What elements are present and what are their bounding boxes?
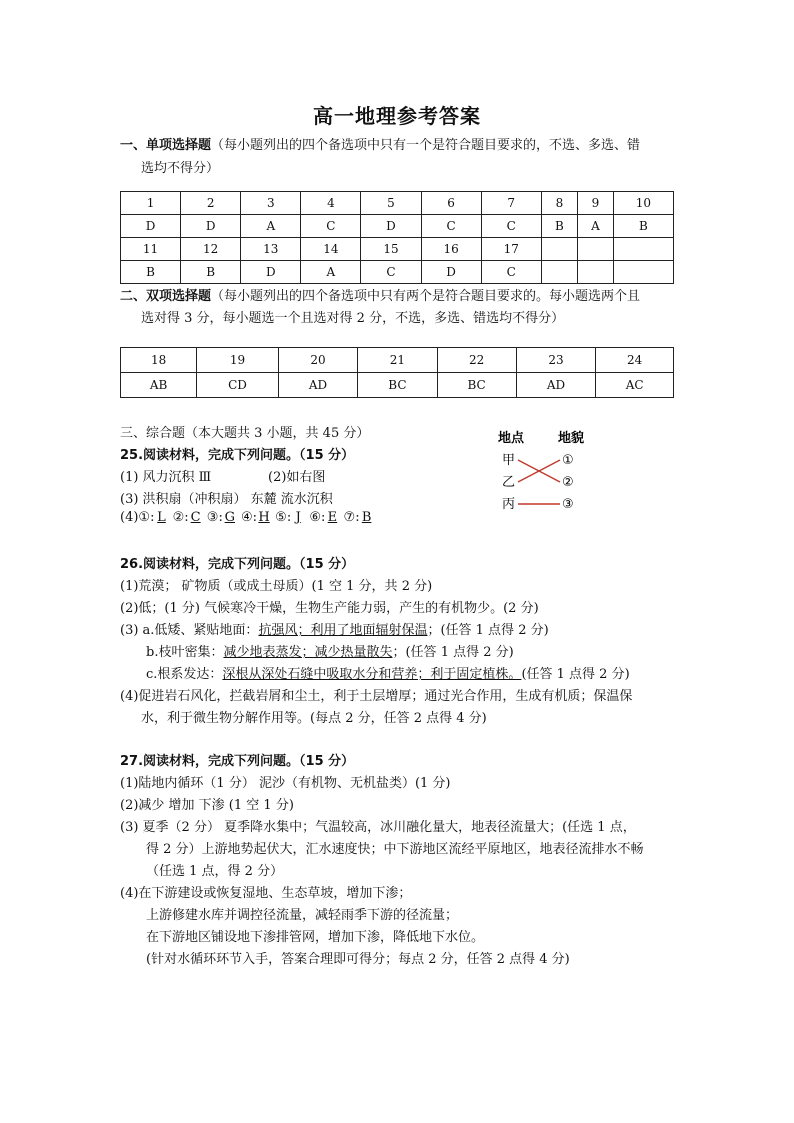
answer-key: ②:	[172, 510, 189, 525]
section2-heading: 二、双项选择题	[120, 289, 212, 304]
single-choice-table	[120, 191, 674, 284]
diagram-right-2: ②	[562, 475, 574, 490]
section2-desc: （每小题列出的四个备选项中只有两个是符合题目要求的。每小题选两个且	[211, 289, 641, 304]
table-cell: C	[361, 261, 421, 284]
q27-line2: (2)减少 增加 下渗 (1 空 1 分)	[120, 798, 294, 813]
q26-title: 26.阅读材料，完成下列问题。（15 分）	[120, 557, 355, 572]
section3-heading: 三、综合题（本大题共 3 小题，共 45 分）	[120, 426, 370, 441]
answer-key: ①:	[138, 510, 155, 525]
answer-value: E	[327, 510, 338, 525]
table-cell: 17	[481, 238, 541, 261]
table-row	[121, 373, 674, 398]
q26-line4-underlined: 减少地表蒸发；减少热量散失	[223, 645, 393, 660]
q25-answer-list	[138, 510, 373, 525]
table-cell: 14	[301, 238, 361, 261]
diagram-left-1: 甲	[502, 453, 516, 468]
q27-line5: （任选 1 点，得 2 分）	[146, 864, 284, 879]
table-cell: 24	[596, 348, 674, 373]
table-cell: A	[578, 215, 614, 238]
table-cell: BC	[358, 373, 437, 398]
table-cell: 22	[437, 348, 516, 373]
q26-line2: (2)低；(1 分) 气候寒冷干燥，生物生产能力弱，产生的有机物少。(2 分)	[120, 601, 539, 616]
q26-line4-pre: b.枝叶密集：	[146, 645, 224, 660]
answer-value: L	[157, 510, 166, 525]
table-cell: 10	[613, 192, 673, 215]
q26-line3-pre: (3) a.低矮、紧贴地面：	[120, 623, 259, 638]
q27-line3: (3) 夏季（2 分） 夏季降水集中；气温较高，冰川融化量大，地表径流量大；(任选 1 点，	[120, 820, 636, 835]
q27-line8: 在下游地区铺设地下渗排管网，增加下渗，降低地下水位。	[146, 930, 485, 945]
q27-line9: (针对水循环环节入手，答案合理即可得分；每点 2 分，任答 2 点得 4 分)	[146, 952, 570, 967]
section1-heading: 一、单项选择题	[120, 138, 212, 153]
table-cell: A	[241, 215, 301, 238]
table-cell: 9	[578, 192, 614, 215]
table-row	[121, 215, 674, 238]
table-cell: 15	[361, 238, 421, 261]
table-cell	[578, 238, 614, 261]
section1-header	[120, 134, 640, 153]
table-cell: 13	[241, 238, 301, 261]
table-cell: C	[421, 215, 481, 238]
q27-line6: (4)在下游建设或恢复湿地、生态草坡，增加下渗；	[120, 886, 412, 901]
double-choice-table	[120, 347, 674, 398]
table-cell: AD	[516, 373, 596, 398]
answer-value: C	[190, 510, 201, 525]
table-cell: 6	[421, 192, 481, 215]
answer-key: ③:	[206, 510, 223, 525]
table-cell: 3	[241, 192, 301, 215]
q26-line5-post: (任答 1 点得 2 分)	[521, 667, 630, 682]
table-row	[121, 261, 674, 284]
table-cell: C	[301, 215, 361, 238]
table-cell: D	[121, 215, 181, 238]
answer-key: ⑥:	[309, 510, 326, 525]
q25-line3-prefix: (4)	[120, 510, 139, 525]
table-cell: 8	[541, 192, 577, 215]
q25-line1a: (1) 风力沉积 Ⅲ	[120, 470, 212, 485]
section1-desc-cont: 选均不得分）	[141, 161, 220, 176]
table-cell: AC	[596, 373, 674, 398]
section1-desc: （每小题列出的四个备选项中只有一个是符合题目要求的，不选、多选、错	[211, 138, 641, 153]
table-cell: D	[181, 215, 241, 238]
table-row	[121, 348, 674, 373]
diagram-left-3: 丙	[502, 497, 516, 512]
diagram-right-1: ①	[562, 453, 574, 468]
table-cell: 21	[358, 348, 437, 373]
answer-value: J	[295, 510, 301, 525]
table-cell: B	[541, 215, 577, 238]
answer-key: ⑦:	[343, 510, 360, 525]
q26-line5-pre: c.根系发达：	[146, 667, 223, 682]
table-cell: 12	[181, 238, 241, 261]
section2-header	[120, 285, 640, 304]
table-cell: 19	[197, 348, 279, 373]
q25-line1b: (2)如右图	[268, 470, 326, 485]
table-cell: 1	[121, 192, 181, 215]
q26-line4-post: ；(任答 1 点得 2 分)	[392, 645, 514, 660]
q25-line2: (3) 洪积扇（冲积扇） 东麓 流水沉积	[120, 492, 333, 507]
table-cell: 4	[301, 192, 361, 215]
section2-desc-cont: 选对得 3 分，每小题选一个且选对得 2 分，不选，多选、错选均不得分）	[141, 311, 565, 326]
table-cell: D	[361, 215, 421, 238]
q26-line5	[146, 663, 630, 682]
table-cell: D	[241, 261, 301, 284]
table-cell: C	[481, 215, 541, 238]
q26-line5-underlined: 深根从深处石缝中吸取水分和营养；利于固定植株。	[222, 667, 522, 682]
table-cell: B	[613, 215, 673, 238]
table-cell	[613, 261, 673, 284]
answer-value: G	[224, 510, 236, 525]
table-cell: AD	[278, 373, 358, 398]
table-cell	[613, 238, 673, 261]
answer-value: H	[258, 510, 270, 525]
table-cell: A	[301, 261, 361, 284]
diagram-left-2: 乙	[502, 475, 516, 490]
table-cell: B	[121, 261, 181, 284]
answer-key: ⑤:	[275, 510, 292, 525]
page-title: 高一地理参考答案	[313, 104, 481, 128]
table-cell: 20	[278, 348, 358, 373]
diagram-header-landform: 地貌	[558, 431, 585, 446]
table-cell: 23	[516, 348, 596, 373]
table-cell: C	[481, 261, 541, 284]
table-cell: BC	[437, 373, 516, 398]
q26-line3-post: ；(任答 1 点得 2 分)	[427, 623, 549, 638]
q26-line3	[120, 619, 549, 638]
answer-value: B	[361, 510, 372, 525]
table-cell	[578, 261, 614, 284]
table-cell: D	[421, 261, 481, 284]
q26-line6: (4)促进岩石风化，拦截岩屑和尘土，利于土层增厚；通过光合作用，生成有机质；保温保	[120, 689, 633, 704]
answer-key: ④:	[240, 510, 258, 525]
q27-line7: 上游修建水库并调控径流量，减轻雨季下游的径流量；	[146, 908, 459, 923]
table-cell: AB	[121, 373, 197, 398]
q26-line1: (1)荒漠； 矿物质（或成土母质）(1 空 1 分，共 2 分)	[120, 579, 433, 594]
table-cell: B	[181, 261, 241, 284]
table-cell	[541, 238, 577, 261]
q26-line7: 水，利于微生物分解作用等。(每点 2 分，任答 2 点得 4 分)	[141, 711, 487, 726]
table-cell: 16	[421, 238, 481, 261]
q27-title: 27.阅读材料，完成下列问题。（15 分）	[120, 754, 355, 769]
q26-line3-underlined: 抗强风；利用了地面辐射保温	[258, 623, 428, 638]
location-landform-diagram	[494, 428, 604, 518]
table-cell: 11	[121, 238, 181, 261]
q26-line4	[146, 641, 514, 660]
table-row	[121, 192, 674, 215]
q27-line1: (1)陆地内循环（1 分） 泥沙（有机物、无机盐类）(1 分)	[120, 776, 451, 791]
q27-line4: 得 2 分）上游地势起伏大，汇水速度快；中下游地区流经平原地区，地表径流排水不畅	[146, 842, 644, 857]
q25-line3	[120, 510, 374, 525]
table-cell: 5	[361, 192, 421, 215]
table-cell	[541, 261, 577, 284]
table-cell: 18	[121, 348, 197, 373]
table-cell: CD	[197, 373, 279, 398]
q25-title: 25.阅读材料，完成下列问题。（15 分）	[120, 448, 355, 463]
diagram-header-location: 地点	[498, 431, 525, 446]
table-cell: 2	[181, 192, 241, 215]
table-cell: 7	[481, 192, 541, 215]
diagram-right-3: ③	[562, 497, 574, 512]
table-row	[121, 238, 674, 261]
